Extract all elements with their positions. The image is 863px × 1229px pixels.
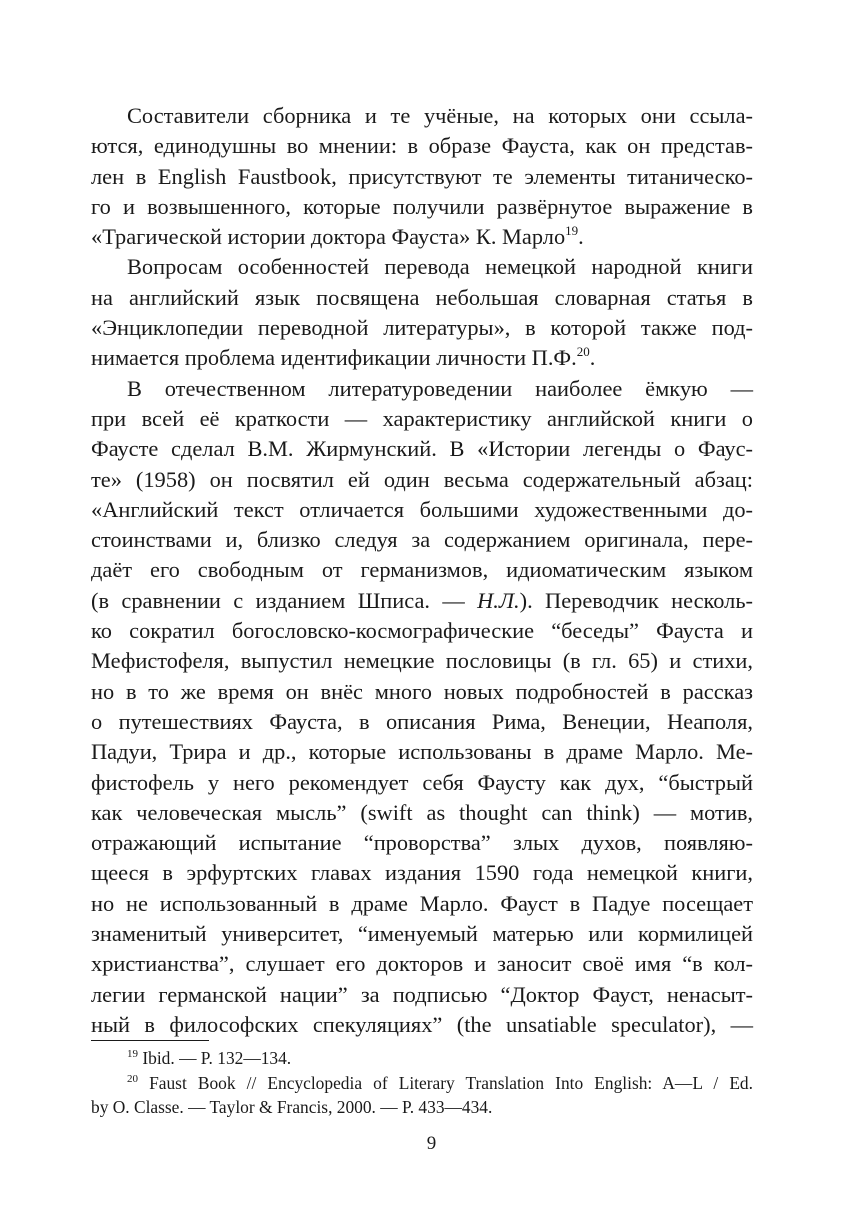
text-line: нимается проблема идентификации личности П.Ф.$^{20}$. [91, 344, 596, 371]
footnote-number: 20 [127, 1072, 138, 1085]
text-line: Мефистофеля, выпустил немецкие пословицы (в гл. 65) и стихи, [91, 648, 753, 674]
text-line: ный в философских спекуляциях” (the unsatiable speculator), — [91, 1011, 753, 1037]
text-line: на английский язык посвящена небольшая словарная статья в [91, 284, 753, 310]
text-line: «Английский текст отличается большими художественными до- [91, 496, 753, 522]
footnote-continuation: by O. Classe. — Taylor & Francis, 2000. — P. 433—434. [91, 1097, 493, 1117]
text-line: стоинствами и, близко следуя за содержанием оригинала, пере- [91, 527, 753, 553]
text-line: как человеческая мысль” (swift as thought can think) — мотив, [91, 799, 753, 825]
text-line: ются, единодушны во мнении: в образе Фауста, как он представ- [91, 133, 753, 159]
text-line: «Энциклопедии переводной литературы», в которой также под- [91, 315, 753, 341]
page-number: 9 [426, 1133, 437, 1154]
text-line: В отечественном литературоведении наиболее ёмкую — [127, 375, 753, 401]
text-line: о путешествиях Фауста, в описания Рима, Венеции, Неаполя, [91, 708, 753, 734]
footnote: $^{20}$ Faust Book // Encyclopedia of Literary Translation Into English: A—L / Ed. [127, 1072, 753, 1093]
text-line: щееся в эрфуртских главах издания 1590 года немецкой книги, [91, 860, 753, 886]
text-line: Вопросам особенностей перевода немецкой народной книги [127, 254, 753, 280]
text-line: даёт его свободным от германизмов, идиоматическим языком [91, 557, 753, 583]
text-line: Падуи, Трира и др., которые использованы в драме Марло. Ме- [91, 739, 753, 765]
text-line: «Трагической истории доктора Фауста» К. Марло$^{19}$. [91, 223, 584, 250]
footnote-number: 19 [127, 1048, 138, 1060]
text-line: при всей её краткости — характеристику английской книги о [91, 405, 753, 431]
text-line: Составители сборника и те учёные, на которых они ссыла- [127, 103, 753, 128]
main-text [91, 101, 753, 1040]
author-initials: Н.Л. [477, 587, 520, 613]
footnote-ref[interactable]: 19 [565, 223, 579, 239]
text-line: но не использованный в драме Марло. Фауст в Падуе посещает [91, 890, 753, 916]
text-line: но в то же время он внёс много новых подробностей в рассказ [91, 678, 753, 704]
footnote-ref[interactable]: 20 [576, 344, 590, 360]
text-line: Фаусте сделал В.М. Жирмунский. В «Истории легенды о Фаус- [91, 436, 753, 462]
footnote: $^{19}$ Ibid. — P. 132—134. [127, 1048, 292, 1068]
text-line: христианства”, слушает его докторов и заносит своё имя “в кол- [91, 951, 753, 977]
text-line: отражающий испытание “проворства” злых духов, появляю- [91, 830, 753, 856]
text-line: те» (1958) он посвятил ей один весьма содержательный абзац: [91, 466, 753, 492]
text-line: го и возвышенного, которые получили развёрнутое выражение в [91, 193, 753, 219]
footnote-separator [91, 1040, 209, 1041]
text-line: фистофель у него рекомендует себя Фаусту как дух, “быстрый [91, 769, 753, 795]
footnotes [91, 1046, 753, 1120]
text-line: (в сравнении с изданием Шписа. — Н.Л.). Переводчик несколь- [91, 587, 753, 613]
text-line: лен в English Faustbook, присутствуют те элементы титаническо- [91, 163, 753, 189]
text-line: легии германской нации” за подписью “Доктор Фауст, ненасыт- [91, 981, 753, 1007]
text-line: знаменитый университет, “именуемый матерью или кормилицей [91, 921, 753, 947]
text-line: ко сократил богословско-космографические “беседы” Фауста и [91, 618, 753, 644]
